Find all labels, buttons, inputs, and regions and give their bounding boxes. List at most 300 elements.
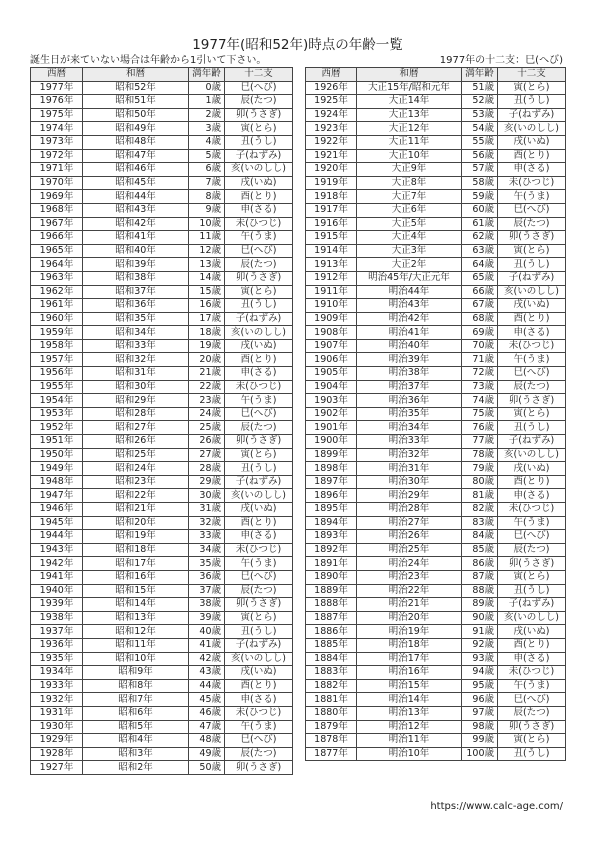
eto-cell: 午(うま) <box>225 557 293 571</box>
eto-cell: 未(ひつじ) <box>498 339 566 353</box>
seireki-cell: 1956年 <box>31 367 83 381</box>
wareki-cell: 昭和22年 <box>83 489 189 503</box>
age-cell: 91歳 <box>462 625 498 639</box>
eto-cell: 申(さる) <box>498 163 566 177</box>
seireki-cell: 1958年 <box>31 339 83 353</box>
seireki-cell: 1926年 <box>306 81 357 95</box>
wareki-cell: 昭和21年 <box>83 503 189 517</box>
table-row <box>31 339 293 353</box>
eto-cell: 申(さる) <box>225 367 293 381</box>
wareki-cell: 明治37年 <box>357 380 462 394</box>
eto-cell: 子(ねずみ) <box>225 638 293 652</box>
seireki-cell: 1948年 <box>31 475 83 489</box>
seireki-cell: 1927年 <box>31 761 83 775</box>
header-seireki: 西暦 <box>31 68 83 82</box>
table-row <box>31 475 293 489</box>
eto-cell: 巳(へび) <box>225 81 293 95</box>
table-header-row <box>31 68 293 82</box>
seireki-cell: 1923年 <box>306 122 357 136</box>
wareki-cell: 昭和2年 <box>83 761 189 775</box>
wareki-cell: 明治15年 <box>357 679 462 693</box>
eto-cell: 子(ねずみ) <box>225 312 293 326</box>
eto-cell: 辰(たつ) <box>498 217 566 231</box>
table-row <box>306 176 566 190</box>
seireki-cell: 1915年 <box>306 231 357 245</box>
table-row <box>306 557 566 571</box>
seireki-cell: 1925年 <box>306 95 357 109</box>
table-row <box>306 217 566 231</box>
eto-cell: 午(うま) <box>225 394 293 408</box>
seireki-cell: 1882年 <box>306 679 357 693</box>
eto-cell: 酉(とり) <box>498 149 566 163</box>
wareki-cell: 大正7年 <box>357 190 462 204</box>
eto-cell: 辰(たつ) <box>225 95 293 109</box>
table-row <box>31 530 293 544</box>
seireki-cell: 1908年 <box>306 326 357 340</box>
seireki-cell: 1883年 <box>306 666 357 680</box>
wareki-cell: 明治35年 <box>357 407 462 421</box>
seireki-cell: 1937年 <box>31 625 83 639</box>
age-cell: 23歳 <box>189 394 225 408</box>
table-row <box>31 435 293 449</box>
table-row <box>31 299 293 313</box>
wareki-cell: 昭和42年 <box>83 217 189 231</box>
seireki-cell: 1942年 <box>31 557 83 571</box>
age-cell: 9歳 <box>189 203 225 217</box>
seireki-cell: 1878年 <box>306 734 357 748</box>
wareki-cell: 大正6年 <box>357 203 462 217</box>
wareki-cell: 明治45年/大正元年 <box>357 271 462 285</box>
eto-cell: 辰(たつ) <box>498 380 566 394</box>
table-row <box>306 679 566 693</box>
wareki-cell: 昭和33年 <box>83 339 189 353</box>
age-cell: 73歳 <box>462 380 498 394</box>
wareki-cell: 大正8年 <box>357 176 462 190</box>
table-row <box>306 149 566 163</box>
table-row <box>31 516 293 530</box>
seireki-cell: 1973年 <box>31 135 83 149</box>
seireki-cell: 1914年 <box>306 244 357 258</box>
age-cell: 50歳 <box>189 761 225 775</box>
seireki-cell: 1952年 <box>31 421 83 435</box>
eto-cell: 戌(いぬ) <box>498 299 566 313</box>
wareki-cell: 昭和52年 <box>83 81 189 95</box>
eto-cell: 巳(へび) <box>225 570 293 584</box>
age-cell: 35歳 <box>189 557 225 571</box>
seireki-cell: 1896年 <box>306 489 357 503</box>
age-cell: 13歳 <box>189 258 225 272</box>
wareki-cell: 明治43年 <box>357 299 462 313</box>
wareki-cell: 大正11年 <box>357 135 462 149</box>
table-row <box>306 475 566 489</box>
eto-cell: 未(ひつじ) <box>225 543 293 557</box>
wareki-cell: 大正4年 <box>357 231 462 245</box>
age-cell: 100歳 <box>462 747 498 761</box>
seireki-cell: 1917年 <box>306 203 357 217</box>
age-cell: 17歳 <box>189 312 225 326</box>
seireki-cell: 1971年 <box>31 163 83 177</box>
table-row <box>306 231 566 245</box>
seireki-cell: 1888年 <box>306 598 357 612</box>
eto-cell: 午(うま) <box>498 353 566 367</box>
table-row <box>31 81 293 95</box>
eto-cell: 酉(とり) <box>498 638 566 652</box>
wareki-cell: 昭和34年 <box>83 326 189 340</box>
wareki-cell: 昭和18年 <box>83 543 189 557</box>
wareki-cell: 大正15年/昭和元年 <box>357 81 462 95</box>
age-cell: 82歳 <box>462 503 498 517</box>
eto-cell: 未(ひつじ) <box>498 503 566 517</box>
age-cell: 69歳 <box>462 326 498 340</box>
eto-cell: 未(ひつじ) <box>498 176 566 190</box>
header-seireki: 西暦 <box>306 68 357 82</box>
eto-cell: 酉(とり) <box>498 475 566 489</box>
eto-cell: 戌(いぬ) <box>225 339 293 353</box>
age-cell: 12歳 <box>189 244 225 258</box>
wareki-cell: 明治31年 <box>357 462 462 476</box>
table-row <box>31 557 293 571</box>
eto-cell: 丑(うし) <box>498 747 566 761</box>
wareki-cell: 大正5年 <box>357 217 462 231</box>
eto-cell: 卯(うさぎ) <box>225 435 293 449</box>
seireki-cell: 1879年 <box>306 720 357 734</box>
wareki-cell: 明治29年 <box>357 489 462 503</box>
wareki-cell: 昭和27年 <box>83 421 189 435</box>
seireki-cell: 1939年 <box>31 598 83 612</box>
eto-cell: 丑(うし) <box>225 135 293 149</box>
table-row <box>306 638 566 652</box>
wareki-cell: 大正14年 <box>357 95 462 109</box>
age-cell: 43歳 <box>189 666 225 680</box>
eto-cell: 午(うま) <box>498 516 566 530</box>
table-row <box>306 339 566 353</box>
age-cell: 1歳 <box>189 95 225 109</box>
table-header-row <box>306 68 566 82</box>
age-table-right <box>305 67 566 761</box>
wareki-cell: 明治12年 <box>357 720 462 734</box>
table-row <box>31 176 293 190</box>
age-cell: 54歳 <box>462 122 498 136</box>
table-row <box>306 706 566 720</box>
wareki-cell: 明治40年 <box>357 339 462 353</box>
wareki-cell: 明治36年 <box>357 394 462 408</box>
age-cell: 5歳 <box>189 149 225 163</box>
wareki-cell: 昭和37年 <box>83 285 189 299</box>
age-table-left <box>30 67 293 775</box>
age-cell: 92歳 <box>462 638 498 652</box>
table-row <box>306 611 566 625</box>
seireki-cell: 1887年 <box>306 611 357 625</box>
age-cell: 10歳 <box>189 217 225 231</box>
table-row <box>306 190 566 204</box>
wareki-cell: 昭和24年 <box>83 462 189 476</box>
table-row <box>31 312 293 326</box>
footer-url[interactable]: https://www.calc-age.com/ <box>430 801 563 812</box>
eto-cell: 亥(いのしし) <box>498 448 566 462</box>
table-row <box>31 407 293 421</box>
eto-cell: 午(うま) <box>225 231 293 245</box>
seireki-cell: 1886年 <box>306 625 357 639</box>
age-cell: 95歳 <box>462 679 498 693</box>
eto-cell: 未(ひつじ) <box>498 666 566 680</box>
eto-cell: 寅(とら) <box>498 407 566 421</box>
wareki-cell: 大正10年 <box>357 149 462 163</box>
year-eto-label: 1977年の十二支：巳(へび) <box>439 55 563 66</box>
wareki-cell: 明治11年 <box>357 734 462 748</box>
wareki-cell: 昭和36年 <box>83 299 189 313</box>
eto-cell: 申(さる) <box>225 203 293 217</box>
age-cell: 98歳 <box>462 720 498 734</box>
eto-cell: 戌(いぬ) <box>498 625 566 639</box>
wareki-cell: 明治24年 <box>357 557 462 571</box>
age-cell: 37歳 <box>189 584 225 598</box>
table-row <box>31 95 293 109</box>
eto-cell: 未(ひつじ) <box>225 706 293 720</box>
eto-cell: 午(うま) <box>498 190 566 204</box>
age-cell: 41歳 <box>189 638 225 652</box>
wareki-cell: 明治21年 <box>357 598 462 612</box>
wareki-cell: 明治44年 <box>357 285 462 299</box>
wareki-cell: 明治10年 <box>357 747 462 761</box>
table-row <box>306 720 566 734</box>
eto-cell: 辰(たつ) <box>498 543 566 557</box>
wareki-cell: 昭和25年 <box>83 448 189 462</box>
age-cell: 20歳 <box>189 353 225 367</box>
age-cell: 26歳 <box>189 435 225 449</box>
table-row <box>306 326 566 340</box>
seireki-cell: 1919年 <box>306 176 357 190</box>
age-cell: 64歳 <box>462 258 498 272</box>
wareki-cell: 昭和7年 <box>83 693 189 707</box>
seireki-cell: 1943年 <box>31 543 83 557</box>
eto-cell: 子(ねずみ) <box>498 598 566 612</box>
wareki-cell: 昭和51年 <box>83 95 189 109</box>
age-cell: 78歳 <box>462 448 498 462</box>
table-row <box>306 407 566 421</box>
seireki-cell: 1893年 <box>306 530 357 544</box>
age-cell: 70歳 <box>462 339 498 353</box>
seireki-cell: 1907年 <box>306 339 357 353</box>
seireki-cell: 1931年 <box>31 706 83 720</box>
wareki-cell: 昭和23年 <box>83 475 189 489</box>
wareki-cell: 大正13年 <box>357 108 462 122</box>
age-cell: 53歳 <box>462 108 498 122</box>
eto-cell: 子(ねずみ) <box>498 108 566 122</box>
table-row <box>31 625 293 639</box>
eto-cell: 巳(へび) <box>498 530 566 544</box>
seireki-cell: 1966年 <box>31 231 83 245</box>
table-row <box>31 761 293 775</box>
age-cell: 46歳 <box>189 706 225 720</box>
age-cell: 4歳 <box>189 135 225 149</box>
seireki-cell: 1889年 <box>306 584 357 598</box>
wareki-cell: 昭和35年 <box>83 312 189 326</box>
table-row <box>31 693 293 707</box>
age-cell: 40歳 <box>189 625 225 639</box>
eto-cell: 卯(うさぎ) <box>498 557 566 571</box>
wareki-cell: 明治30年 <box>357 475 462 489</box>
eto-cell: 巳(へび) <box>498 367 566 381</box>
wareki-cell: 昭和29年 <box>83 394 189 408</box>
age-cell: 25歳 <box>189 421 225 435</box>
age-cell: 86歳 <box>462 557 498 571</box>
table-row <box>306 666 566 680</box>
age-cell: 79歳 <box>462 462 498 476</box>
wareki-cell: 明治28年 <box>357 503 462 517</box>
table-row <box>306 285 566 299</box>
age-cell: 0歳 <box>189 81 225 95</box>
wareki-cell: 昭和47年 <box>83 149 189 163</box>
age-cell: 56歳 <box>462 149 498 163</box>
eto-cell: 卯(うさぎ) <box>225 598 293 612</box>
table-row <box>31 231 293 245</box>
table-row <box>306 394 566 408</box>
wareki-cell: 明治20年 <box>357 611 462 625</box>
age-cell: 62歳 <box>462 231 498 245</box>
eto-cell: 卯(うさぎ) <box>225 271 293 285</box>
wareki-cell: 明治34年 <box>357 421 462 435</box>
eto-cell: 酉(とり) <box>225 516 293 530</box>
age-cell: 94歳 <box>462 666 498 680</box>
seireki-cell: 1941年 <box>31 570 83 584</box>
age-cell: 21歳 <box>189 367 225 381</box>
wareki-cell: 明治17年 <box>357 652 462 666</box>
wareki-cell: 昭和3年 <box>83 747 189 761</box>
eto-cell: 亥(いのしし) <box>225 652 293 666</box>
table-row <box>31 462 293 476</box>
eto-cell: 卯(うさぎ) <box>225 761 293 775</box>
seireki-cell: 1895年 <box>306 503 357 517</box>
age-cell: 32歳 <box>189 516 225 530</box>
table-row <box>31 598 293 612</box>
wareki-cell: 昭和10年 <box>83 652 189 666</box>
table-row <box>31 720 293 734</box>
table-row <box>306 530 566 544</box>
table-row <box>306 271 566 285</box>
seireki-cell: 1892年 <box>306 543 357 557</box>
age-cell: 71歳 <box>462 353 498 367</box>
table-row <box>31 326 293 340</box>
age-cell: 51歳 <box>462 81 498 95</box>
seireki-cell: 1950年 <box>31 448 83 462</box>
table-row <box>306 489 566 503</box>
eto-cell: 申(さる) <box>498 326 566 340</box>
wareki-cell: 明治39年 <box>357 353 462 367</box>
seireki-cell: 1957年 <box>31 353 83 367</box>
eto-cell: 辰(たつ) <box>225 421 293 435</box>
age-cell: 29歳 <box>189 475 225 489</box>
table-row <box>31 584 293 598</box>
table-row <box>306 503 566 517</box>
eto-cell: 丑(うし) <box>225 462 293 476</box>
table-row <box>306 693 566 707</box>
age-cell: 93歳 <box>462 652 498 666</box>
wareki-cell: 明治13年 <box>357 706 462 720</box>
eto-cell: 未(ひつじ) <box>225 217 293 231</box>
age-cell: 76歳 <box>462 421 498 435</box>
eto-cell: 巳(へび) <box>225 407 293 421</box>
age-cell: 61歳 <box>462 217 498 231</box>
age-cell: 84歳 <box>462 530 498 544</box>
wareki-cell: 昭和43年 <box>83 203 189 217</box>
eto-cell: 戌(いぬ) <box>225 666 293 680</box>
table-row <box>306 135 566 149</box>
table-row <box>306 598 566 612</box>
eto-cell: 丑(うし) <box>498 421 566 435</box>
eto-cell: 卯(うさぎ) <box>498 231 566 245</box>
eto-cell: 寅(とら) <box>225 122 293 136</box>
wareki-cell: 明治41年 <box>357 326 462 340</box>
seireki-cell: 1954年 <box>31 394 83 408</box>
table-row <box>306 652 566 666</box>
seireki-cell: 1944年 <box>31 530 83 544</box>
eto-cell: 卯(うさぎ) <box>225 108 293 122</box>
age-cell: 60歳 <box>462 203 498 217</box>
eto-cell: 寅(とら) <box>498 570 566 584</box>
wareki-cell: 明治25年 <box>357 543 462 557</box>
table-row <box>31 203 293 217</box>
header-wareki: 和暦 <box>83 68 189 82</box>
age-cell: 90歳 <box>462 611 498 625</box>
age-cell: 28歳 <box>189 462 225 476</box>
table-row <box>306 462 566 476</box>
seireki-cell: 1938年 <box>31 611 83 625</box>
table-row <box>306 625 566 639</box>
eto-cell: 午(うま) <box>225 720 293 734</box>
table-row <box>306 747 566 761</box>
table-row <box>31 244 293 258</box>
age-cell: 58歳 <box>462 176 498 190</box>
wareki-cell: 昭和28年 <box>83 407 189 421</box>
eto-cell: 巳(へび) <box>225 244 293 258</box>
seireki-cell: 1924年 <box>306 108 357 122</box>
seireki-cell: 1961年 <box>31 299 83 313</box>
age-cell: 6歳 <box>189 163 225 177</box>
eto-cell: 亥(いのしし) <box>498 611 566 625</box>
eto-cell: 戌(いぬ) <box>225 503 293 517</box>
wareki-cell: 昭和32年 <box>83 353 189 367</box>
seireki-cell: 1877年 <box>306 747 357 761</box>
header-eto: 十二支 <box>498 68 566 82</box>
seireki-cell: 1947年 <box>31 489 83 503</box>
seireki-cell: 1936年 <box>31 638 83 652</box>
seireki-cell: 1897年 <box>306 475 357 489</box>
wareki-cell: 明治18年 <box>357 638 462 652</box>
wareki-cell: 明治32年 <box>357 448 462 462</box>
wareki-cell: 昭和8年 <box>83 679 189 693</box>
seireki-cell: 1916年 <box>306 217 357 231</box>
wareki-cell: 昭和4年 <box>83 734 189 748</box>
wareki-cell: 昭和11年 <box>83 638 189 652</box>
eto-cell: 巳(へび) <box>498 693 566 707</box>
eto-cell: 申(さる) <box>225 693 293 707</box>
table-row <box>306 122 566 136</box>
wareki-cell: 昭和9年 <box>83 666 189 680</box>
eto-cell: 卯(うさぎ) <box>498 394 566 408</box>
age-cell: 45歳 <box>189 693 225 707</box>
seireki-cell: 1959年 <box>31 326 83 340</box>
table-row <box>31 367 293 381</box>
header-eto: 十二支 <box>225 68 293 82</box>
eto-cell: 午(うま) <box>498 679 566 693</box>
seireki-cell: 1946年 <box>31 503 83 517</box>
eto-cell: 亥(いのしし) <box>225 326 293 340</box>
eto-cell: 巳(へび) <box>498 203 566 217</box>
wareki-cell: 明治23年 <box>357 570 462 584</box>
page-title: 1977年(昭和52年)時点の年齢一覧 <box>192 37 403 53</box>
seireki-cell: 1911年 <box>306 285 357 299</box>
age-cell: 85歳 <box>462 543 498 557</box>
